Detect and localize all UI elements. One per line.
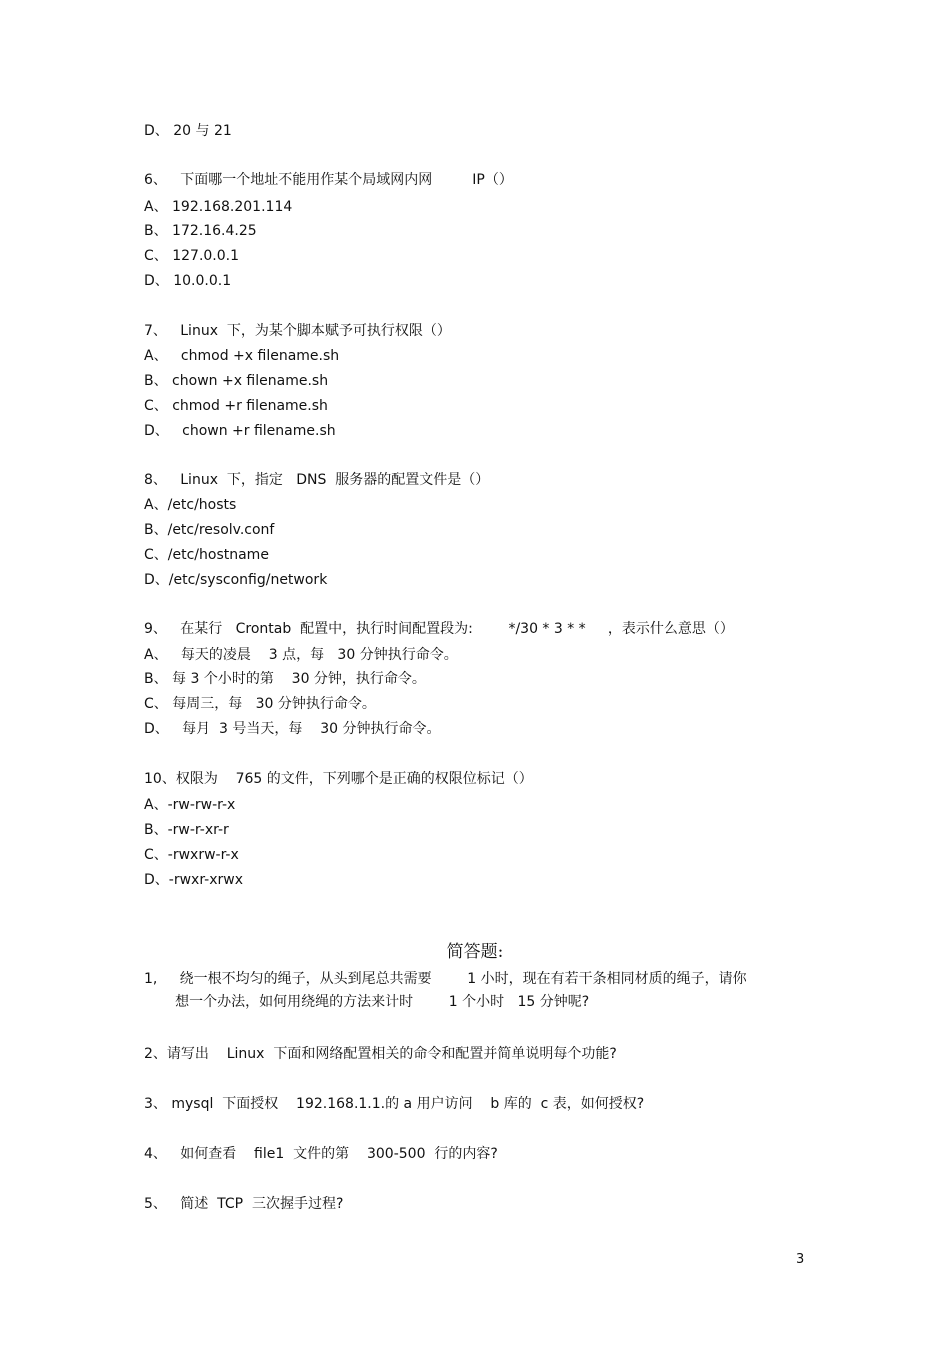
option-8d: D、/etc/sysconfig/network <box>144 572 328 588</box>
page-number: 3 <box>796 1252 805 1267</box>
option-9a: A、 每天的凌晨 3 点，每 30 分钟执行命令。 <box>144 647 458 663</box>
short-question-3: 3、 mysql 下面授权 192.168.1.1.的 a 用户访问 b 库的 c 表，如何授权? <box>144 1096 645 1112</box>
short-question-2: 2、请写出 Linux 下面和网络配置相关的命令和配置并简单说明每个功能? <box>144 1046 617 1062</box>
section-heading: 简答题: <box>446 942 504 962</box>
option-9d: D、 每月 3 号当天，每 30 分钟执行命令。 <box>144 721 441 737</box>
option-6b: B、 172.16.4.25 <box>144 223 257 239</box>
option-9b: B、 每 3 个小时的第 30 分钟，执行命令。 <box>144 671 426 687</box>
option-7a: A、 chmod +x filename.sh <box>144 348 340 364</box>
question-6: 6、 下面哪一个地址不能用作某个局域网内网 IP（） <box>144 172 513 188</box>
short-question-1-line-1: 1, 绕一根不均匀的绳子，从头到尾总共需要 1 小时，现在有若干条相同材质的绳子，请你 <box>144 971 747 987</box>
option-6a: A、 192.168.201.114 <box>144 199 293 215</box>
option-7c: C、 chmod +r filename.sh <box>144 398 328 414</box>
short-question-4: 4、 如何查看 file1 文件的第 300-500 行的内容? <box>144 1146 498 1162</box>
question-10: 10、权限为 765 的文件，下列哪个是正确的权限位标记（） <box>144 771 533 787</box>
option-8b: B、/etc/resolv.conf <box>144 522 275 538</box>
option-6d: D、 10.0.0.1 <box>144 273 232 289</box>
question-7: 7、 Linux 下，为某个脚本赋予可执行权限（） <box>144 323 451 339</box>
option-7d: D、 chown +r filename.sh <box>144 423 336 439</box>
short-question-5: 5、 简述 TCP 三次握手过程? <box>144 1196 344 1212</box>
option-8c: C、/etc/hostname <box>144 547 269 563</box>
question-8: 8、 Linux 下，指定 DNS 服务器的配置文件是（） <box>144 472 490 488</box>
option-10c: C、-rwxrw-r-x <box>144 847 239 863</box>
option-10b: B、-rw-r-xr-r <box>144 822 229 838</box>
option-5d: D、 20 与 21 <box>144 123 232 139</box>
option-10a: A、-rw-rw-r-x <box>144 797 236 813</box>
short-question-1-line-2: 想一个办法，如何用绕绳的方法来计时 1 个小时 15 分钟呢? <box>144 994 590 1010</box>
question-9: 9、 在某行 Crontab 配置中，执行时间配置段为: */30 * 3 * * ，表示什么意思（） <box>144 621 734 637</box>
option-10d: D、-rwxr-xrwx <box>144 872 244 888</box>
option-9c: C、 每周三，每 30 分钟执行命令。 <box>144 696 376 712</box>
option-8a: A、/etc/hosts <box>144 497 237 513</box>
option-7b: B、 chown +x filename.sh <box>144 373 329 389</box>
option-6c: C、 127.0.0.1 <box>144 248 240 264</box>
